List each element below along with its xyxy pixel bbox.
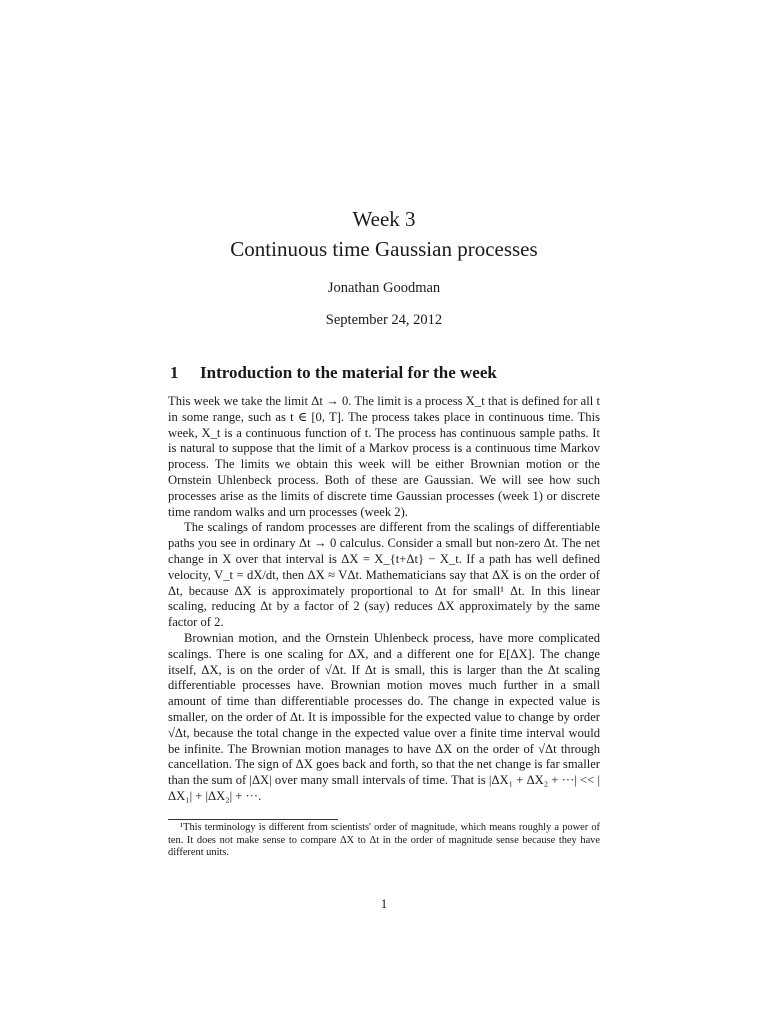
page-number: 1 — [380, 896, 388, 911]
paragraph-1: This week we take the limit Δt → 0. The limit is a process X_t that is defined for all t in some range, such as t ∈ [0, T]. The process takes place in continuous time. This week, X_t is a continuous function of t. The process has continuous sample paths. It is natural to suppose that the limit of a Markov process is a continuous time Markov process. The limits we obtain this week will be either Brownian motion or the Ornstein Uhlenbeck process. Both of these are Gaussian. We will see how such processes arise as the limits of discrete time Gaussian processes (week 1) or discrete time random walks and urn processes (week 2). — [168, 394, 600, 519]
title-block — [0, 204, 768, 264]
title-main: Continuous time Gaussian processes — [230, 237, 538, 261]
footnote-divider — [168, 819, 338, 820]
paragraph-2: The scalings of random processes are different from the scalings of differentiable paths you see in ordinary Δt → 0 calculus. Consider a small but non-zero Δt. The net change in X over that interval is ΔX = X_{t+Δt} − X_t. If a path has well defined velocity, V_t = dX/dt, then ΔX ≈ VΔt. Mathematicians say that ΔX is on the order of Δt, because ΔX is approximately proportional to Δt for small¹ Δt. In this linear scaling, reducing Δt by a factor of 2 (say) reduces ΔX approximately by the same factor of 2. — [168, 520, 600, 630]
author: Jonathan Goodman — [327, 280, 441, 296]
title-week: Week 3 — [352, 207, 416, 231]
footnote: ¹This terminology is different from scientists' order of magnitude, which means roughly a power of ten. It does not make sense to compare ΔX to Δt in the order of magnitude sense because they have different units. — [168, 822, 600, 859]
date: September 24, 2012 — [325, 312, 443, 328]
body-text — [168, 394, 600, 805]
section-heading — [170, 363, 600, 383]
section-number: 1 — [170, 363, 179, 382]
paragraph-3: Brownian motion, and the Ornstein Uhlenbeck process, have more complicated scalings. There is one scaling for ΔX, and a different one for E[ΔX]. The change itself, ΔX, is on the order of √Δt. If Δt is small, this is larger than the Δt scaling differentiable processes have. Brownian motion moves much further in a small amount of time than differentiable processes do. The change in expected value is smaller, on the order of Δt. It is impossible for the expected value to change by order √Δt, because the total change in the expected value over a finite time interval would be infinite. The Brownian motion manages to have ΔX on the order of √Δt through cancellation. The sign of ΔX goes back and forth, so that the net change is far smaller than the sum of |ΔX| over many small intervals of time. That is |ΔX₁ + ΔX₂ + ···| << |ΔX₁| + |ΔX₂| + ···. — [168, 630, 600, 803]
section-title: Introduction to the material for the week — [200, 363, 497, 382]
